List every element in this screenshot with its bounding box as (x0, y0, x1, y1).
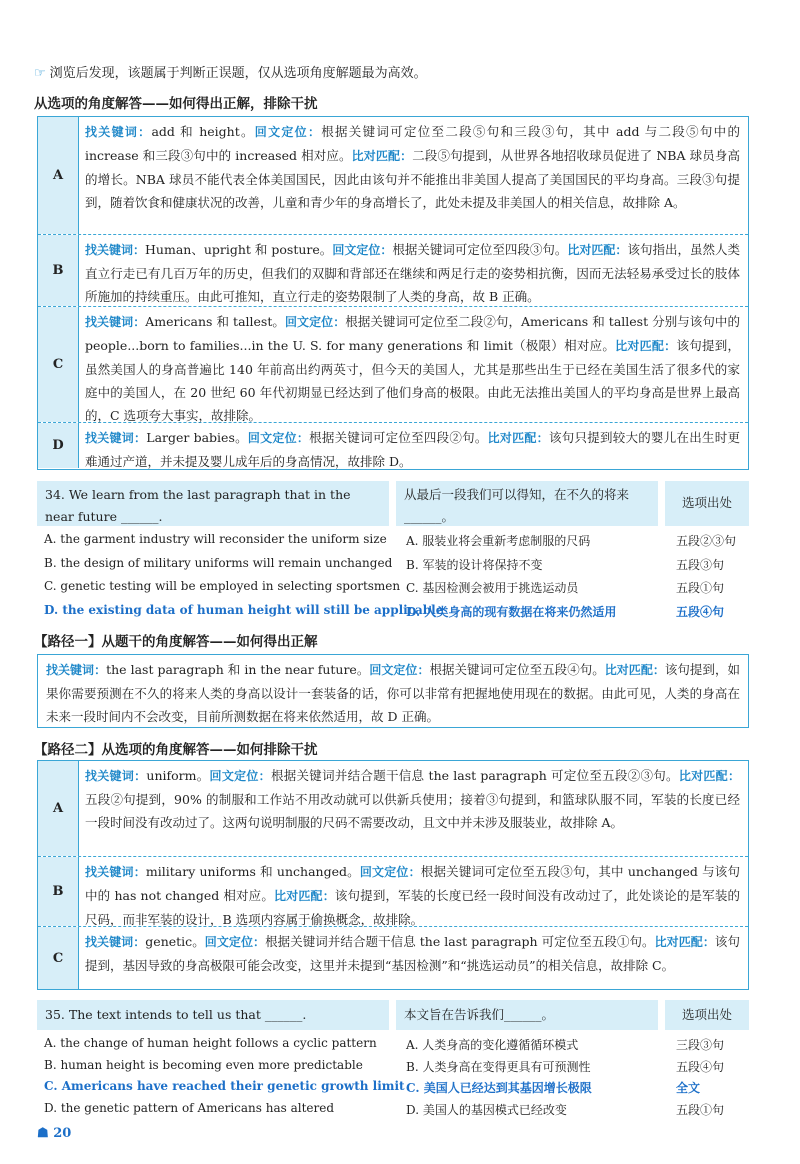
q-option-src: 五段④句 (676, 604, 725, 619)
q-option-cn: A. 人类身高的变化遵循循环模式 (406, 1038, 579, 1052)
q-option-cn: D. 人类身高的现有数据在将来仍然适用 (406, 604, 617, 619)
option-label: D (38, 423, 79, 468)
section-title-options: 从选项的角度解答——如何得出正解，排除干扰 (34, 96, 318, 112)
q-option-cn: B. 军装的设计将保持不变 (406, 557, 543, 572)
q35-stem: 35. The text intends to tell us that ______. (37, 1000, 389, 1030)
q-option-cn: D. 美国人的基因模式已经改变 (406, 1102, 567, 1117)
option-label: C (38, 927, 79, 989)
option-label: B (38, 235, 79, 306)
option-label: B (38, 857, 79, 926)
analysis-text: 找关键词：add 和 height。回文定位：根据关键词可定位至二段⑤句和三段③句，其中 add 与二段⑤句中的 increase 和三段③句中的 increased 相对应。比对匹配：二段⑤句提到，从世界各地招收球员促进了 NBA 球员身高的增长。NBA 球员不能代表全体美国国民，因此由该句并不能推出非美国人提高了美国国民的平均身高。三段③句提到，随着饮食和健康状况的改善，儿童和青少年的身高增长了，此处未提及非美国人的相关信息，故排除 A。 (85, 124, 740, 210)
path1-box (37, 654, 749, 728)
q-option-cn: A. 服装业将会重新考虑制服的尺码 (406, 534, 591, 548)
analysis-text: 找关键词：military uniforms 和 unchanged。回文定位：根据关键词可定位至五段③句，其中 unchanged 与该句中的 has not changed 相对应。比对匹配：该句提到，军装的长度已经一段时间没有改动过了，此处谈论的是军装的尺码，而非军装的设计，B 选项内容属于偷换概念，故排除。 (85, 864, 740, 927)
page-number: ☗ 20 (37, 1126, 72, 1141)
hint-line (34, 62, 427, 81)
analysis-text: 找关键词：Human、upright 和 posture。回文定位：根据关键词可定位至四段③句。比对匹配：该句指出，虽然人类直立行走已有几百万年的历史，但我们的双脚和背部还在继续和两足行走的姿势相抗衡，因而无法轻易承受过长的肢体所施加的持续重压。由此可推知，直立行走的姿势限制了人类的身高，故 B 正确。 (85, 242, 740, 304)
q35-source-header: 选项出处 (665, 1000, 749, 1030)
q34-stem-cn: 从最后一段我们可以得知，在不久的将来______。 (396, 481, 658, 526)
q35-stem-cn: 本文旨在告诉我们______。 (396, 1000, 658, 1030)
q-option-cn: C. 基因检测会被用于挑选运动员 (406, 581, 579, 595)
q-option-en: C. genetic testing will be employed in selecting sportsmen (44, 579, 401, 593)
q-option-src: 五段①句 (676, 1102, 725, 1117)
analysis-row (38, 423, 748, 468)
path2-title: 【路径二】从选项的角度解答——如何排除干扰 (34, 742, 318, 758)
q-option-en: D. the existing data of human height will still be applicable (44, 602, 444, 617)
q-option-src: 三段③句 (676, 1038, 725, 1052)
analysis-box-q34 (37, 760, 749, 990)
q-option-src: 五段①句 (676, 581, 725, 595)
option-label: A (38, 761, 79, 856)
q-option-src: 五段③句 (676, 557, 725, 572)
analysis-row (38, 307, 748, 423)
hint-text: 浏览后发现，该题属于判断正误题，仅从选项角度解题最为高效。 (49, 66, 427, 81)
q-option-en: A. the garment industry will reconsider the uniform size (44, 532, 387, 546)
q-option-src: 全文 (676, 1081, 701, 1095)
q-option-cn: B. 人类身高在变得更具有可预测性 (406, 1059, 591, 1074)
pointing-hand-icon: ☞ (34, 66, 46, 81)
path1-title: 【路径一】从题干的角度解答——如何得出正解 (34, 634, 318, 650)
q-option-en: A. the change of human height follows a cyclic pattern (44, 1036, 377, 1050)
q-option-en: B. the design of military uniforms will remain unchanged (44, 555, 393, 570)
q-option-en: D. the genetic pattern of Americans has altered (44, 1100, 335, 1115)
analysis-row (38, 927, 748, 989)
q34-stem: 34. We learn from the last paragraph that in the near future ______. (37, 481, 389, 526)
path1-text: 找关键词：the last paragraph 和 in the near future。回文定位：根据关键词可定位至五段④句。比对匹配：该句提到，如果你需要预测在不久的将来人类的身高以设计一套装备的话，你可以非常有把握地使用现在的数据。由此可见，人类的身高在未来一段时间内不会改变，目前所测数据在将来依然适用，故 D 正确。 (46, 662, 740, 724)
analysis-text: 找关键词：uniform。回文定位：根据关键词并结合题干信息 the last paragraph 可定位至五段②③句。比对匹配：五段②句提到，90% 的制服和工作站不用改动就可以供新兵使用；接着③句提到，和篮球队服不同，军装的长度已经一段时间没有改动过了。这两句说明制服的尺码不需要改动，且文中并未涉及服装业，故排除 A。 (85, 768, 740, 830)
q-option-src: 五段④句 (676, 1059, 725, 1074)
analysis-row (38, 235, 748, 307)
analysis-text: 找关键词：Americans 和 tallest。回文定位：根据关键词可定位至二段②句，Americans 和 tallest 分别与该句中的 people...born to families...in the U. S. for many generations 和 limit（极限）相对应。比对匹配：该句提到，虽然美国人的身高普遍比 140 年前高出约两英寸，但今天的美国人，尤其是那些出生于已经在美国生活了很多代的家庭中的美国人，在 20 世纪 60 年代初期显已经达到了他们身高的极限。由此无法推出美国人的平均身高是世界上最高的，C 选项夸大事实，故排除。 (85, 314, 740, 423)
q-option-en: B. human height is becoming even more predictable (44, 1057, 363, 1072)
q-option-src: 五段②③句 (676, 534, 737, 548)
analysis-text: 找关键词：Larger babies。回文定位：根据关键词可定位至四段②句。比对匹配：该句只提到较大的婴儿在出生时更难通过产道，并未提及婴儿成年后的身高情况，故排除 D。 (85, 430, 740, 469)
analysis-box-q33 (37, 116, 749, 470)
analysis-row (38, 117, 748, 235)
analysis-row (38, 761, 748, 857)
analysis-text: 找关键词：genetic。回文定位：根据关键词并结合题干信息 the last paragraph 可定位至五段①句。比对匹配：该句提到，基因导致的身高极限可能会改变，这里并未提到“基因检测”和“挑选运动员”的相关信息，故排除 C。 (85, 934, 740, 973)
option-label: C (38, 307, 79, 422)
q-option-cn: C. 美国人已经达到其基因增长极限 (406, 1081, 592, 1095)
analysis-row (38, 857, 748, 927)
book-icon: ☗ (37, 1126, 49, 1141)
q-option-en: C. Americans have reached their genetic growth limit (44, 1079, 405, 1093)
q34-source-header: 选项出处 (665, 481, 749, 526)
option-label: A (38, 117, 79, 234)
